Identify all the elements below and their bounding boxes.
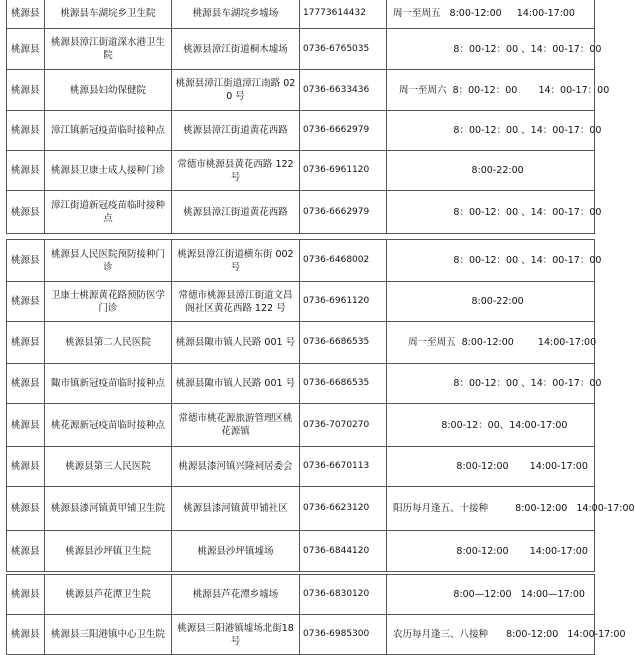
county-cell: 桃源县: [7, 447, 45, 487]
hours-cell: 周一至周五 8:00-12:00 14:00-17:00: [387, 322, 595, 364]
county-cell: 桃源县: [7, 615, 45, 655]
address-cell: 常德市桃源县漳江街道文昌阁社区黄花西路 122 号: [172, 282, 300, 322]
site-name-cell: 桃源县漆河镇黄甲铺卫生院: [45, 487, 172, 531]
site-name-cell: 桃源县沙坪镇卫生院: [45, 531, 172, 572]
address-cell: 桃源县三阳港镇墟场北街18号: [172, 615, 300, 655]
county-cell: 桃源县: [7, 282, 45, 322]
county-cell: 桃源县: [7, 151, 45, 191]
table-row: [7, 151, 595, 191]
phone-cell: 0736-6961120: [300, 151, 387, 191]
hours-cell: 农历每月逢三、八接种 8:00-12:00 14:00-17:00: [387, 615, 595, 655]
table-row: [7, 531, 595, 572]
hours-cell: 8:00-12：00、14:00-17:00: [387, 404, 595, 447]
hours-cell: 8:00-12:00 14:00-17:00: [387, 531, 595, 572]
site-name-cell: 桃源县第三人民医院: [45, 447, 172, 487]
address-cell: 桃源县芦花潭乡墟场: [172, 575, 300, 615]
phone-cell: 0736-6830120: [300, 575, 387, 615]
county-cell: 桃源县: [7, 0, 45, 29]
site-name-cell: 陬市镇新冠疫苗临时接种点: [45, 364, 172, 404]
site-name-cell: 桃源县三阳港镇中心卫生院: [45, 615, 172, 655]
phone-cell: 0736-6961120: [300, 282, 387, 322]
site-name-cell: 桃源县人民医院预防接种门诊: [45, 240, 172, 282]
table-row: [7, 575, 595, 615]
table-row: [7, 487, 595, 531]
county-cell: 桃源县: [7, 322, 45, 364]
address-cell: 桃源县漳江街道黄花西路: [172, 111, 300, 151]
county-cell: 桃源县: [7, 487, 45, 531]
address-cell: 桃源县漳江街道横东街 002 号: [172, 240, 300, 282]
hours-cell: 8:00—12:00 14:00—17:00: [387, 575, 595, 615]
table-row: [7, 615, 595, 655]
site-name-cell: 卫康士桃源黄花路预防医学门诊: [45, 282, 172, 322]
hours-cell: 8：00-12：00 、14：00-17：00: [387, 364, 595, 404]
county-cell: 桃源县: [7, 531, 45, 572]
hours-cell: 8:00-12:00 14:00-17:00: [387, 447, 595, 487]
address-cell: 常德市桃源县黄花西路 122 号: [172, 151, 300, 191]
hours-cell: 8:00-22:00: [387, 282, 595, 322]
phone-cell: 0736-6765035: [300, 29, 387, 70]
address-cell: 桃源县沙坪镇墟场: [172, 531, 300, 572]
hours-cell: 8：00-12：00 、14：00-17：00: [387, 111, 595, 151]
schedule-table-section-3: [6, 574, 626, 655]
hours-cell: 8：00-12：00 、14：00-17：00: [387, 191, 595, 234]
phone-cell: 0736-6670113: [300, 447, 387, 487]
address-cell: 常德市桃花源旅游管理区桃花源镇: [172, 404, 300, 447]
phone-cell: 17773614432: [300, 0, 387, 29]
site-name-cell: 桃源县芦花潭卫生院: [45, 575, 172, 615]
hours-cell: 周一至周六 8：00-12：00 14：00-17：00: [387, 70, 595, 111]
hours-cell: 8:00-22:00: [387, 151, 595, 191]
hours-cell: 周一至周五 8:00-12:00 14:00-17:00: [387, 0, 595, 29]
site-name-cell: 桃源县卫康士成人接种门诊: [45, 151, 172, 191]
county-cell: 桃源县: [7, 29, 45, 70]
schedule-table-section-1: [6, 0, 610, 234]
county-cell: 桃源县: [7, 240, 45, 282]
site-name-cell: 漳江镇新冠疫苗临时接种点: [45, 111, 172, 151]
table-row: [7, 70, 595, 111]
address-cell: 桃源县陬市镇人民路 001 号: [172, 322, 300, 364]
site-name-cell: 桃源县漳江街道深水港卫生院: [45, 29, 172, 70]
county-cell: 桃源县: [7, 70, 45, 111]
table-row: [7, 0, 595, 29]
address-cell: 桃源县车湖垸乡墟场: [172, 0, 300, 29]
county-cell: 桃源县: [7, 404, 45, 447]
table-row: [7, 282, 595, 322]
address-cell: 桃源县漳江街道黄花西路: [172, 191, 300, 234]
hours-cell: 8：00-12：00 、14：00-17：00: [387, 29, 595, 70]
table-row: [7, 191, 595, 234]
phone-cell: 0736-6686535: [300, 364, 387, 404]
schedule-table-section-2: [6, 239, 635, 572]
table-row: [7, 240, 595, 282]
phone-cell: 0736-6633436: [300, 70, 387, 111]
table-row: [7, 364, 595, 404]
county-cell: 桃源县: [7, 111, 45, 151]
table-row: [7, 447, 595, 487]
address-cell: 桃源县漆河镇兴隆祠居委会: [172, 447, 300, 487]
address-cell: 桃源县漳江街道漳江南路 020 号: [172, 70, 300, 111]
table-row: [7, 29, 595, 70]
phone-cell: 0736-6662979: [300, 111, 387, 151]
phone-cell: 0736-6985300: [300, 615, 387, 655]
address-cell: 桃源县漳江街道桐木墟场: [172, 29, 300, 70]
phone-cell: 0736-6686535: [300, 322, 387, 364]
hours-cell: 阳历每月逢五、十接种 8:00-12:00 14:00-17:00: [387, 487, 595, 531]
site-name-cell: 桃源县妇幼保健院: [45, 70, 172, 111]
phone-cell: 0736-6468002: [300, 240, 387, 282]
phone-cell: 0736-7070270: [300, 404, 387, 447]
county-cell: 桃源县: [7, 191, 45, 234]
site-name-cell: 桃源县第二人民医院: [45, 322, 172, 364]
phone-cell: 0736-6623120: [300, 487, 387, 531]
site-name-cell: 桃花源新冠疫苗临时接种点: [45, 404, 172, 447]
address-cell: 桃源县陬市镇人民路 001 号: [172, 364, 300, 404]
phone-cell: 0736-6662979: [300, 191, 387, 234]
county-cell: 桃源县: [7, 575, 45, 615]
address-cell: 桃源县漆河镇黄甲铺社区: [172, 487, 300, 531]
table-row: [7, 111, 595, 151]
table-row: [7, 404, 595, 447]
hours-cell: 8：00-12：00 、14：00-17：00: [387, 240, 595, 282]
site-name-cell: 桃源县车湖垸乡卫生院: [45, 0, 172, 29]
phone-cell: 0736-6844120: [300, 531, 387, 572]
table-row: [7, 322, 595, 364]
site-name-cell: 漳江街道新冠疫苗临时接种点: [45, 191, 172, 234]
county-cell: 桃源县: [7, 364, 45, 404]
